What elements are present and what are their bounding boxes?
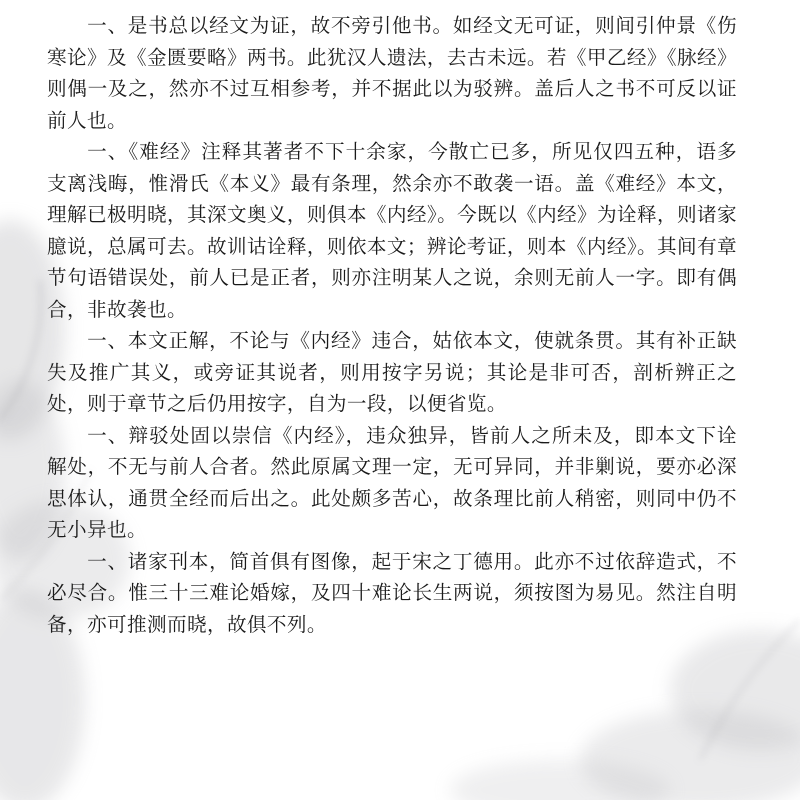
paragraph-5: 一、诸家刊本，简首俱有图像，起于宋之丁德用。此亦不过依辞造式，不必尽合。惟三十三难论婚嫁，及四十难论长生两说，须按图为易见。然注自明备，亦可推测而晓，故俱不列。 <box>47 549 737 636</box>
paragraph-3: 一、本文正解，不论与《内经》违合，姑依本文，使就条贯。其有补正缺失及推广其义，或旁证其说者，则用按字另说；其论是非可否，剖析辨正之处，则于章节之后仍用按字，自为一段，以便省览。 <box>47 329 737 415</box>
paragraph-1: 一、是书总以经文为证，故不旁引他书。如经文无可证，则间引仲景《伤寒论》及《金匮要略》两书。此犹汉人遗法，去古未远。若《甲乙经》《脉经》则偶一及之，然亦不过互相参考，并不据此以为驳辨。盖后人之书不可反以证前人也。 <box>47 14 737 132</box>
document-page <box>47 10 737 640</box>
paragraph-2: 一、《难经》注释其著者不下十余家，今散亡已多，所见仅四五种，语多支离浅晦，惟滑氏《本义》最有条理，然余亦不敢袭一语。盖《难经》本文，理解已极明晓，其深文奥义，则俱本《内经》。今既以《内经》为诠释，则诸家臆说，总属可去。故训诂诠释，则依本文；辨论考证，则本《内经》。其间有章节句语错误处，前人已是正者，则亦注明某人之说，余则无前人一字。即有偶合，非故袭也。 <box>47 140 737 321</box>
paragraph-4: 一、辩驳处固以崇信《内经》，违众独异，皆前人之所未及，即本文下诠解处，不无与前人合者。然此原属文理一定，无可异同，并非剿说，要亦必深思体认，通贯全经而后出之。此处颇多苦心，故条理比前人稍密，则同中仍不无小异也。 <box>47 423 737 541</box>
ink-wash-bottom-right <box>450 620 800 800</box>
